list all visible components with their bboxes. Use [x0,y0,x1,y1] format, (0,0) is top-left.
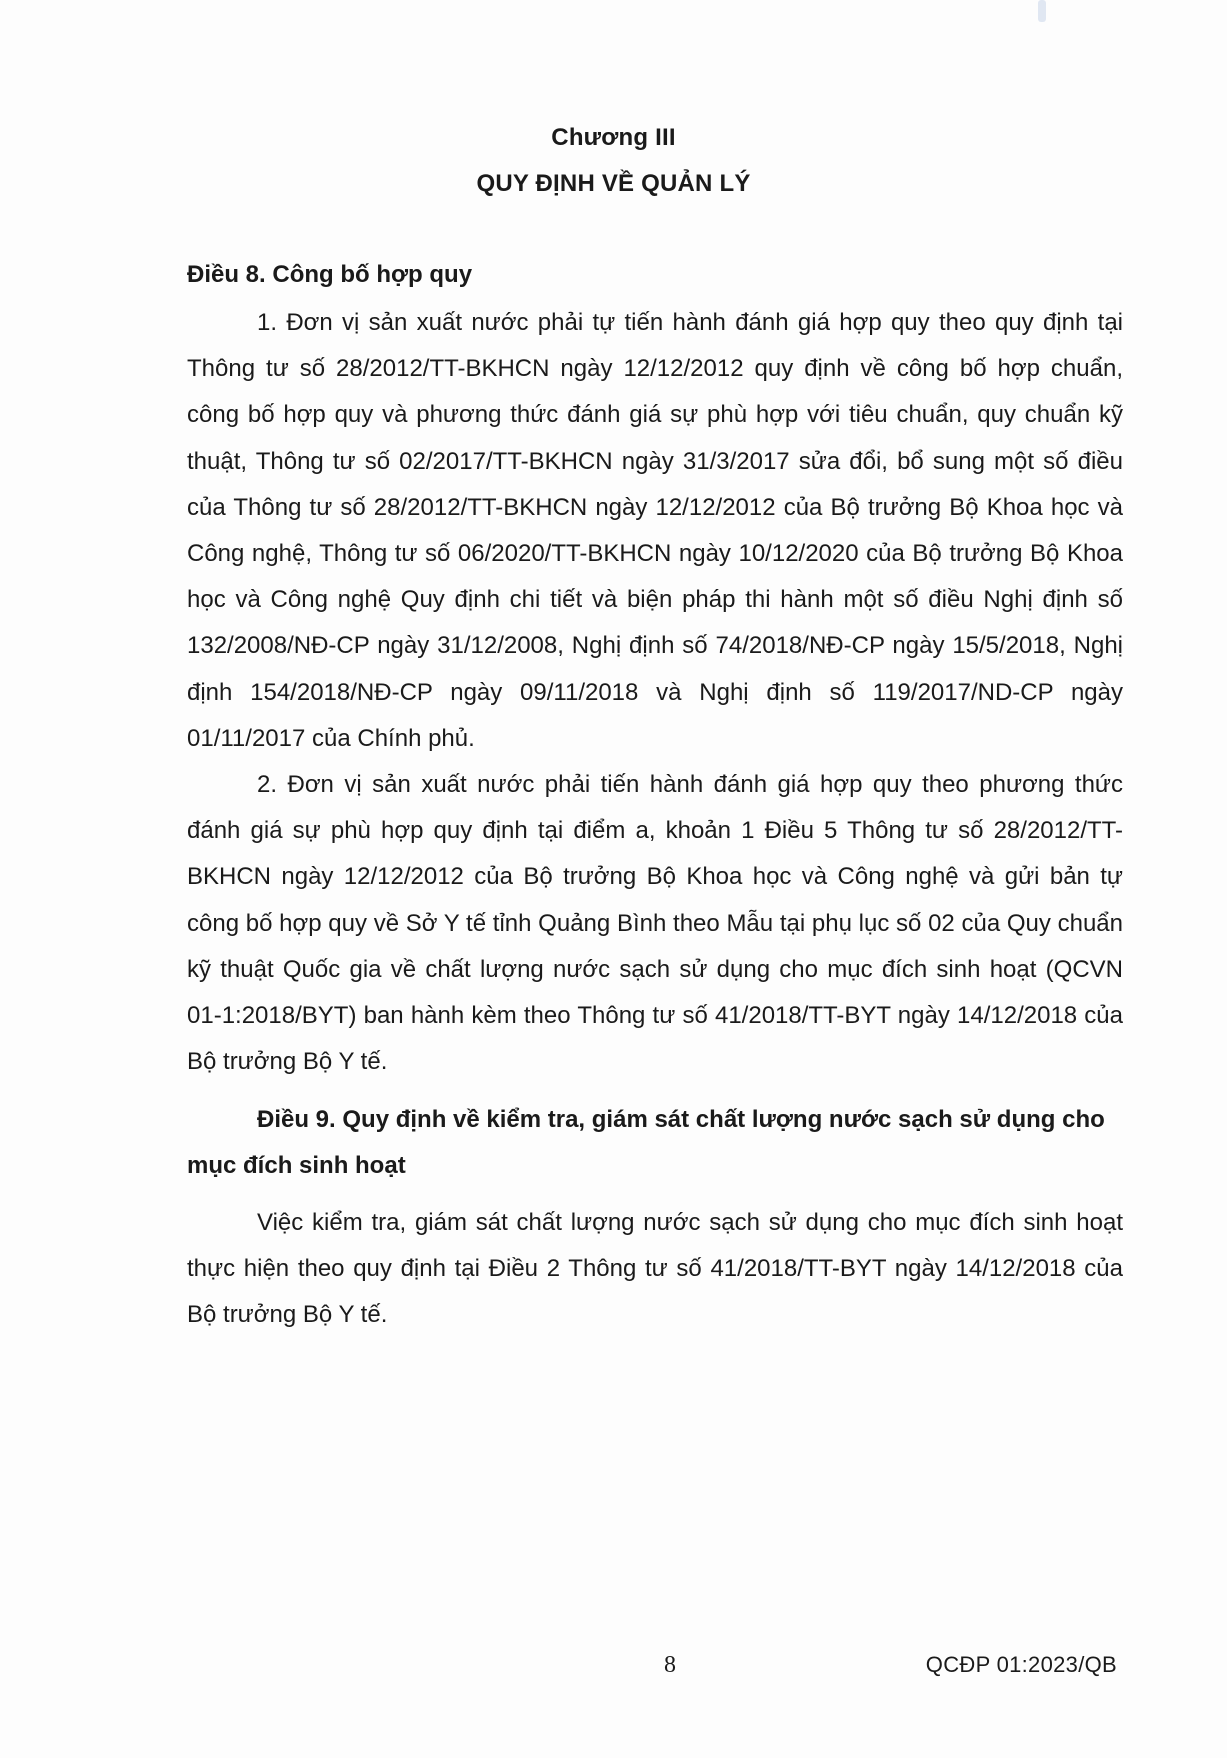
chapter-title: QUY ĐỊNH VỀ QUẢN LÝ [476,170,751,197]
article-9-heading: Điều 9. Quy định về kiểm tra, giám sát chất lượng nước sạch sử dụng cho mục đích sinh hoạt [187,1106,1105,1179]
document-code: QCĐP 01:2023/QB [925,1652,1117,1677]
scan-artifact [1038,0,1046,22]
article-8-heading: Điều 8. Công bố hợp quy [187,261,473,288]
page-number: 8 [664,1652,676,1678]
chapter-number: Chương III [551,124,676,151]
article-8-paragraph-1: 1. Đơn vị sản xuất nước phải tự tiến hành đánh giá hợp quy theo quy định tại Thông tư số 28/2012/TT-BKHCN ngày 12/12/2012 quy định về công bố hợp chuẩn, công bố hợp quy và phương thức đánh giá sự phù hợp với tiêu chuẩn, quy chuẩn kỹ thuật, Thông tư số 02/2017/TT-BKHCN ngày 31/3/2017 sửa đổi, bổ sung một số điều của Thông tư số 28/2012/TT-BKHCN ngày 12/12/2012 của Bộ trưởng Bộ Khoa học và Công nghệ, Thông tư số 06/2020/TT-BKHCN ngày 10/12/2020 của Bộ trưởng Bộ Khoa học và Công nghệ Quy định chi tiết và biện pháp thi hành một số điều Nghị định số 132/2008/NĐ-CP ngày 31/12/2008, Nghị định số 74/2018/NĐ-CP ngày 15/5/2018, Nghị định 154/2018/NĐ-CP ngày 09/11/2018 và Nghị định số 119/2017/ND-CP ngày 01/11/2017 của Chính phủ. [187,309,1123,752]
article-9-paragraph-1: Việc kiểm tra, giám sát chất lượng nước sạch sử dụng cho mục đích sinh hoạt thực hiện theo quy định tại Điều 2 Thông tư số 41/2018/TT-BYT ngày 14/12/2018 của Bộ trưởng Bộ Y tế. [187,1209,1123,1329]
article-8-paragraph-2: 2. Đơn vị sản xuất nước phải tiến hành đánh giá hợp quy theo phương thức đánh giá sự phù hợp quy định tại điểm a, khoản 1 Điều 5 Thông tư số 28/2012/TT-BKHCN ngày 12/12/2012 của Bộ trưởng Bộ Khoa học và Công nghệ và gửi bản tự công bố hợp quy về Sở Y tế tỉnh Quảng Bình theo Mẫu tại phụ lục số 02 của Quy chuẩn kỹ thuật Quốc gia về chất lượng nước sạch sử dụng cho mục đích sinh hoạt (QCVN 01-1:2018/BYT) ban hành kèm theo Thông tư số 41/2018/TT-BYT ngày 14/12/2018 của Bộ trưởng Bộ Y tế. [187,771,1123,1076]
